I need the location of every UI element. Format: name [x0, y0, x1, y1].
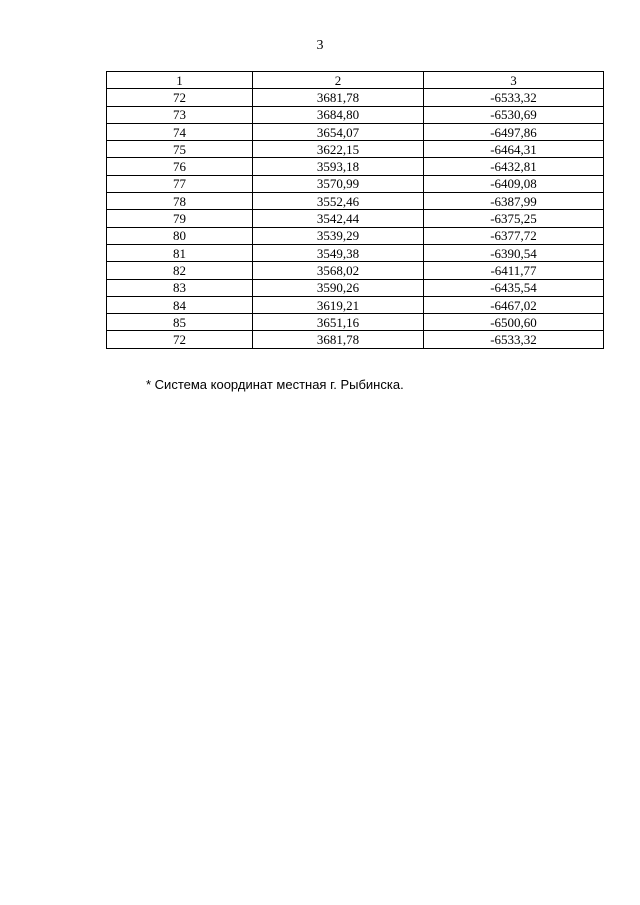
table-cell: 3593,18 — [253, 158, 424, 175]
table-header-row — [107, 72, 604, 89]
table-cell: 72 — [107, 89, 253, 106]
table-cell: 85 — [107, 314, 253, 331]
table-cell: 3684,80 — [253, 106, 424, 123]
table-cell: 84 — [107, 296, 253, 313]
table-cell: 78 — [107, 193, 253, 210]
table-cell: 3590,26 — [253, 279, 424, 296]
column-header: 1 — [107, 72, 253, 89]
table-cell: 3681,78 — [253, 89, 424, 106]
table-row — [107, 141, 604, 158]
page-number: 3 — [316, 38, 324, 53]
table-cell: 75 — [107, 141, 253, 158]
table-cell: 73 — [107, 106, 253, 123]
table-row — [107, 296, 604, 313]
table-row — [107, 227, 604, 244]
table-cell: -6467,02 — [424, 296, 604, 313]
table-cell: 3654,07 — [253, 123, 424, 140]
table-cell: 3568,02 — [253, 262, 424, 279]
table-cell: -6533,32 — [424, 89, 604, 106]
table-cell: 72 — [107, 331, 253, 348]
table-cell: 3681,78 — [253, 331, 424, 348]
table-cell: 3622,15 — [253, 141, 424, 158]
table-cell: 74 — [107, 123, 253, 140]
footnote: * Система координат местная г. Рыбинска. — [146, 377, 404, 392]
table-cell: 81 — [107, 244, 253, 261]
table-cell: -6464,31 — [424, 141, 604, 158]
table-cell: -6377,72 — [424, 227, 604, 244]
coordinates-table — [106, 71, 604, 349]
table-row — [107, 193, 604, 210]
table-cell: -6533,32 — [424, 331, 604, 348]
table-cell: 83 — [107, 279, 253, 296]
table-cell: 3552,46 — [253, 193, 424, 210]
table-cell: -6497,86 — [424, 123, 604, 140]
column-header: 3 — [424, 72, 604, 89]
table-row — [107, 175, 604, 192]
table-row — [107, 279, 604, 296]
table-cell: -6409,08 — [424, 175, 604, 192]
table-cell: -6435,54 — [424, 279, 604, 296]
table-cell: 3619,21 — [253, 296, 424, 313]
table-cell: -6500,60 — [424, 314, 604, 331]
table-cell: -6390,54 — [424, 244, 604, 261]
table-row — [107, 123, 604, 140]
table-cell: 76 — [107, 158, 253, 175]
table-row — [107, 331, 604, 348]
table-cell: 79 — [107, 210, 253, 227]
table-row — [107, 314, 604, 331]
table-cell: 3570,99 — [253, 175, 424, 192]
table-row — [107, 106, 604, 123]
table-cell: -6530,69 — [424, 106, 604, 123]
table-cell: -6411,77 — [424, 262, 604, 279]
table-row — [107, 244, 604, 261]
table-cell: -6387,99 — [424, 193, 604, 210]
table-cell: 77 — [107, 175, 253, 192]
table-cell: -6375,25 — [424, 210, 604, 227]
table-row — [107, 262, 604, 279]
table-cell: 80 — [107, 227, 253, 244]
table-cell: 3539,29 — [253, 227, 424, 244]
table-cell: 3651,16 — [253, 314, 424, 331]
table-cell: 82 — [107, 262, 253, 279]
table-row — [107, 89, 604, 106]
table-row — [107, 210, 604, 227]
table-row — [107, 158, 604, 175]
table-cell: -6432,81 — [424, 158, 604, 175]
column-header: 2 — [253, 72, 424, 89]
table-cell: 3542,44 — [253, 210, 424, 227]
table-cell: 3549,38 — [253, 244, 424, 261]
